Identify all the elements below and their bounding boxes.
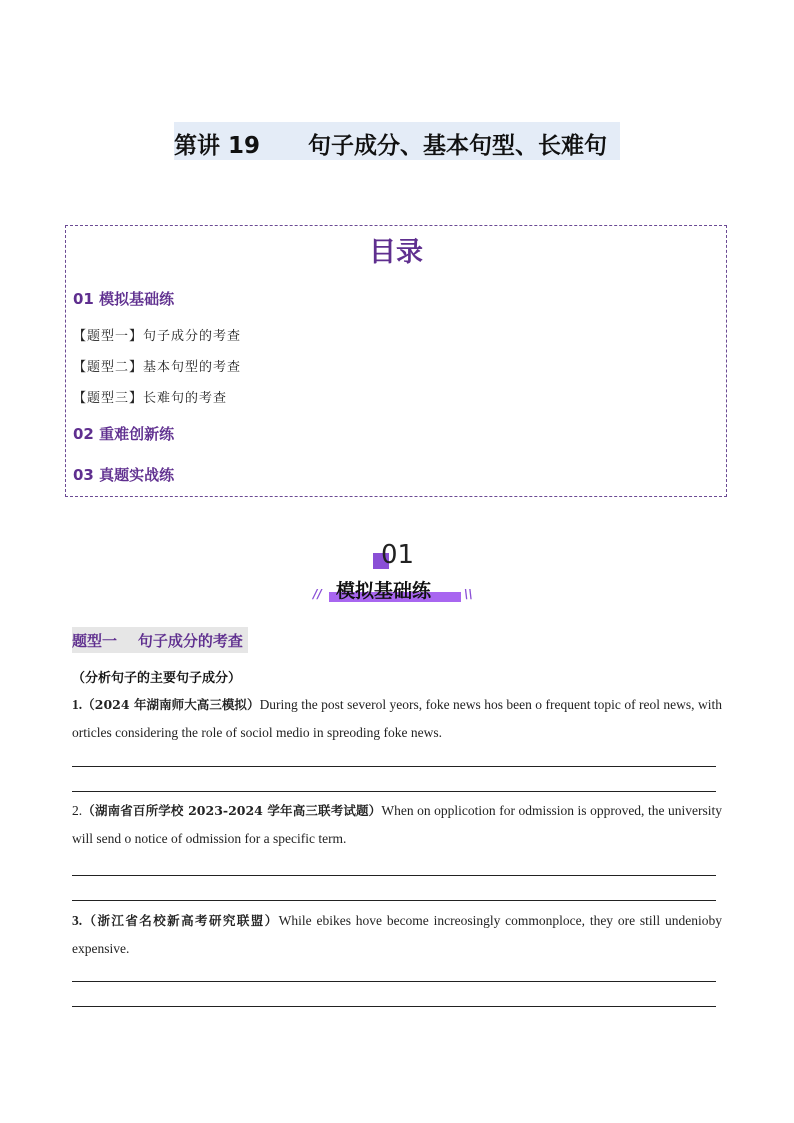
decor-slash-left: // bbox=[313, 587, 322, 601]
answer-line[interactable] bbox=[72, 900, 716, 901]
section-number: 01 bbox=[381, 540, 415, 570]
question-text: During the post severol yeors, foke news hos been o frequent topic of reol news, with orticles considering the role of sociol medio in spreoding foke news. bbox=[72, 697, 722, 740]
answer-line[interactable] bbox=[72, 1006, 716, 1007]
question-text: While ebikes hove become increosingly commonploce, they ore still undenioby expensive. bbox=[72, 913, 722, 956]
page-title: 第讲 19 句子成分、基本句型、长难句 bbox=[174, 133, 608, 159]
question-number: 1. bbox=[72, 697, 83, 712]
toc-heading: 目录 bbox=[369, 237, 423, 268]
question-source: （湖南省百所学校 2023-2024 学年高三联考试题） bbox=[82, 803, 382, 818]
toc-section-01[interactable]: 01 模拟基础练 bbox=[73, 290, 175, 308]
type-heading bbox=[72, 627, 248, 653]
answer-line[interactable] bbox=[72, 766, 716, 767]
question-2 bbox=[72, 797, 722, 853]
toc-item-type2[interactable]: 【题型二】基本句型的考查 bbox=[73, 360, 242, 375]
section-name: 模拟基础练 bbox=[336, 580, 432, 602]
type-heading-label: 题型一 句子成分的考查 bbox=[72, 632, 243, 650]
toc-item-type3[interactable]: 【题型三】长难句的考查 bbox=[73, 391, 228, 406]
toc-section-03[interactable]: 03 真题实战练 bbox=[73, 466, 175, 484]
question-1 bbox=[72, 691, 722, 747]
table-of-contents bbox=[65, 225, 727, 497]
instruction-note: （分析句子的主要句子成分） bbox=[72, 671, 242, 686]
question-text: When on opplicotion for odmission is opproved, the university will send o notice of odmission for a specific term. bbox=[72, 803, 722, 846]
answer-line[interactable] bbox=[72, 875, 716, 876]
question-source: （2024 年湖南师大高三模拟） bbox=[82, 697, 260, 712]
toc-item-type1[interactable]: 【题型一】句子成分的考查 bbox=[73, 329, 242, 344]
question-number: 2. bbox=[72, 803, 83, 818]
question-number: 3. bbox=[72, 913, 83, 928]
question-3 bbox=[72, 907, 722, 963]
toc-section-02[interactable]: 02 重难创新练 bbox=[73, 425, 175, 443]
answer-line[interactable] bbox=[72, 981, 716, 982]
question-source: （浙江省名校新高考研究联盟） bbox=[82, 913, 279, 928]
answer-line[interactable] bbox=[72, 791, 716, 792]
decor-slash-right: \\ bbox=[464, 587, 473, 601]
